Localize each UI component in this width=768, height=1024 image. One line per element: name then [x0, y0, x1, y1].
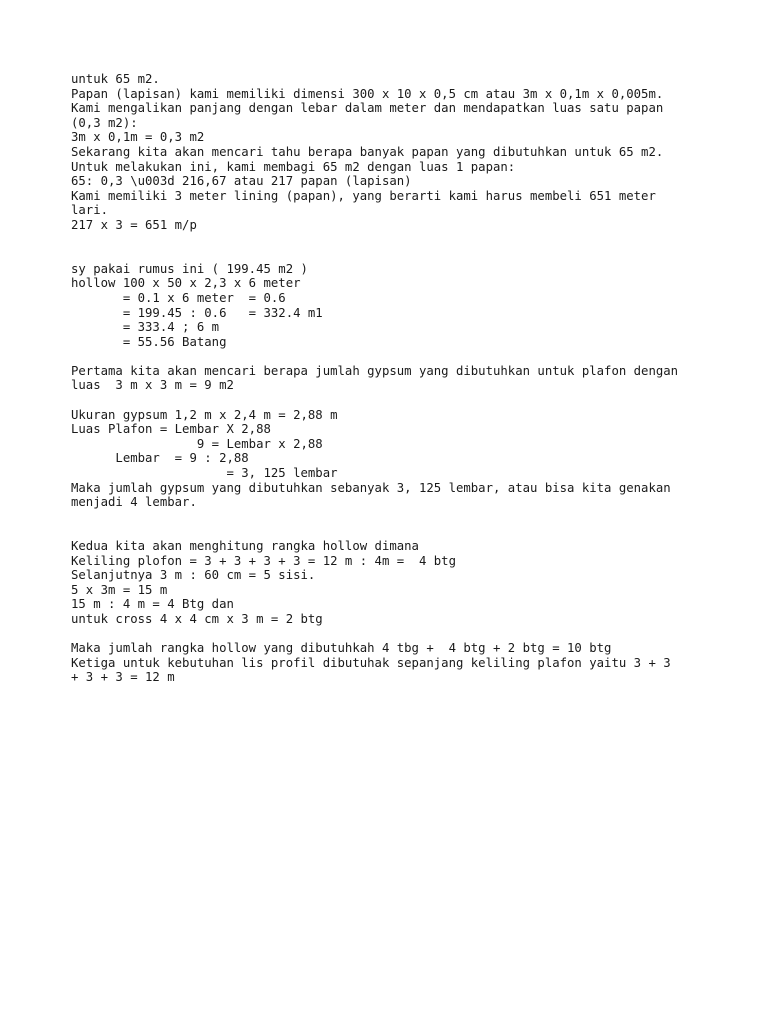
text-line: Selanjutnya 3 m : 60 cm = 5 sisi.: [71, 568, 316, 583]
text-line: Kami mengalikan panjang dengan lebar dalam meter dan mendapatkan luas satu papan: [71, 101, 664, 116]
text-line: menjadi 4 lembar.: [71, 495, 197, 510]
text-line: Lembar = 9 : 2,88: [71, 451, 249, 466]
text-line: untuk cross 4 x 4 cm x 3 m = 2 btg: [71, 611, 323, 626]
text-line: (0,3 m2):: [71, 115, 138, 130]
blank-line: [71, 233, 711, 248]
text-line: Ukuran gypsum 1,2 m x 2,4 m = 2,88 m: [71, 407, 338, 422]
text-line: Untuk melakukan ini, kami membagi 65 m2 dengan luas 1 papan:: [71, 159, 516, 174]
text-line: untuk 65 m2.: [71, 72, 160, 86]
blank-line: [71, 627, 711, 642]
text-line: Maka jumlah rangka hollow yang dibutuhkah 4 tbg + 4 btg + 2 btg = 10 btg: [71, 641, 612, 656]
text-line: 3m x 0,1m = 0,3 m2: [71, 130, 205, 145]
text-line: Sekarang kita akan mencari tahu berapa banyak papan yang dibutuhkan untuk 65 m2.: [71, 144, 664, 159]
text-line: = 333.4 ; 6 m: [71, 320, 220, 335]
text-line: Ketiga untuk kebutuhan lis profil dibutuhak sepanjang keliling plafon yaitu 3 + 3: [71, 655, 671, 670]
text-line: hollow 100 x 50 x 2,3 x 6 meter: [71, 276, 301, 291]
text-line: Kami memiliki 3 meter lining (papan), yang berarti kami harus membeli 651 meter: [71, 188, 656, 203]
blank-line: [71, 393, 711, 408]
text-line: = 3, 125 lembar: [71, 466, 338, 481]
blank-line: [71, 247, 711, 262]
blank-line: [71, 510, 711, 525]
text-line: Pertama kita akan mencari berapa jumlah gypsum yang dibutuhkan untuk plafon dengan: [71, 363, 679, 378]
blank-line: [71, 524, 711, 539]
text-line: sy pakai rumus ini ( 199.45 m2 ): [71, 261, 308, 276]
text-line: = 55.56 Batang: [71, 334, 227, 349]
text-line: 9 = Lembar x 2,88: [71, 436, 323, 451]
blank-line: [71, 349, 711, 364]
text-line: + 3 + 3 = 12 m: [71, 670, 175, 685]
text-line: 65: 0,3 \u003d 216,67 atau 217 papan (lapisan): [71, 174, 412, 189]
text-line: Kedua kita akan menghitung rangka hollow dimana: [71, 539, 419, 553]
text-line: Maka jumlah gypsum yang dibutuhkan sebanyak 3, 125 lembar, atau bisa kita genakan: [71, 480, 671, 495]
text-line: 5 x 3m = 15 m: [71, 582, 168, 597]
text-line: lari.: [71, 203, 109, 218]
text-line: 217 x 3 = 651 m/p: [71, 217, 197, 232]
text-line: = 199.45 : 0.6 = 332.4 m1: [71, 305, 323, 320]
text-line: Keliling plofon = 3 + 3 + 3 + 3 = 12 m : 4m = 4 btg: [71, 553, 456, 568]
text-line: Papan (lapisan) kami memiliki dimensi 300 x 10 x 0,5 cm atau 3m x 0,1m x 0,005m.: [71, 86, 664, 101]
text-line: 15 m : 4 m = 4 Btg dan: [71, 597, 234, 612]
text-line: = 0.1 x 6 meter = 0.6: [71, 290, 286, 305]
text-line: luas 3 m x 3 m = 9 m2: [71, 378, 234, 393]
document-body-text: [71, 72, 711, 685]
text-line: Luas Plafon = Lembar X 2,88: [71, 422, 271, 437]
